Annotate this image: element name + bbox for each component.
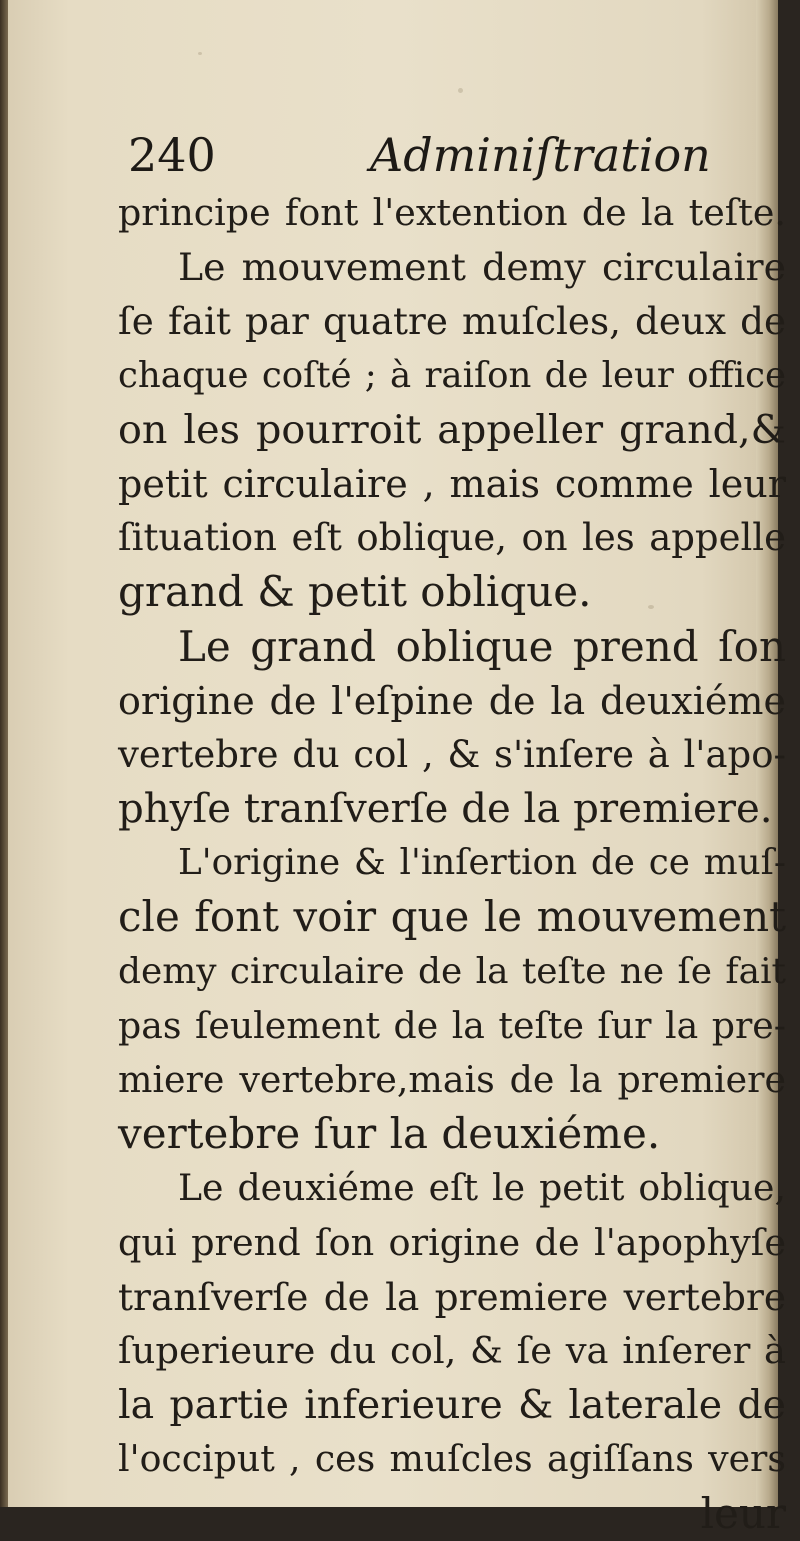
text-line: tranſverſe de la premiere vertebre (118, 1274, 786, 1319)
text-line: vertebre ſur la deuxiéme. (118, 1109, 661, 1159)
body-text (118, 186, 786, 1541)
paper-speck (198, 52, 202, 55)
text-line: Le grand oblique prend ſon (178, 621, 786, 671)
text-line: demy circulaire de la teſte ne ſe fait (118, 950, 786, 992)
text-line: ſuperieure du col, & ſe va inſerer à (118, 1328, 786, 1372)
text-line: ſituation eſt oblique, on les appelle (118, 516, 786, 560)
text-line: phyſe tranſverſe de la premiere. (118, 786, 773, 833)
page-number: 240 (128, 128, 216, 182)
text-line: miere vertebre,mais de la premiere (118, 1058, 786, 1101)
catchword: leur (700, 1488, 786, 1538)
text-line: Le deuxiéme eſt le petit oblique, (178, 1166, 786, 1210)
text-line: ſe fait par quatre muſcles, deux de (118, 299, 786, 344)
text-line: chaque coſté ; à raiſon de leur office (118, 354, 786, 396)
text-line: pas ſeulement de la teſte ſur la pre- (118, 1003, 786, 1047)
page-header (118, 128, 758, 188)
book-page (8, 0, 786, 1538)
text-line: origine de l'eſpine de la deuxiéme (118, 678, 786, 723)
text-line: on les pourroit appeller grand,& (118, 406, 786, 453)
binding-edge (0, 0, 8, 1507)
text-line: Le mouvement demy circulaire (178, 245, 786, 290)
text-line: qui prend ſon origine de l'apophyſe (118, 1220, 786, 1264)
paper-speck (458, 88, 463, 93)
running-title: Adminiſtration (370, 128, 711, 182)
text-line: principe font l'extention de la teſte. (118, 191, 786, 234)
text-line: grand & petit oblique. (118, 567, 592, 617)
text-line: la partie inferieure & laterale de (118, 1382, 786, 1429)
text-line: L'origine & l'inſertion de ce muſ- (178, 842, 786, 884)
text-line: l'occiput , ces muſcles agiſſans vers (118, 1437, 786, 1481)
text-line: cle font voir que le mouvement (118, 892, 786, 942)
text-line: petit circulaire , mais comme leur (118, 461, 786, 506)
text-line: vertebre du col , & s'inſere à l'apo- (118, 732, 786, 776)
